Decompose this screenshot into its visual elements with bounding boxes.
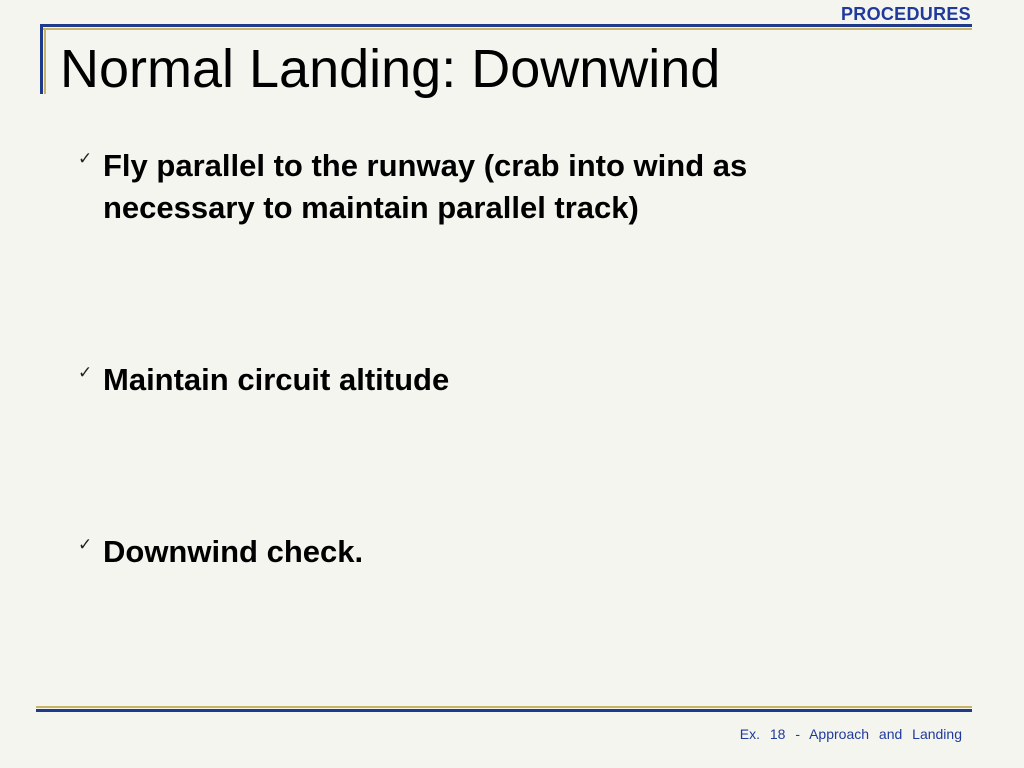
check-icon: ✓ (78, 149, 93, 169)
bullet-item (78, 145, 838, 229)
bottom-rule (36, 709, 972, 712)
bullet-item (78, 531, 838, 573)
check-icon: ✓ (78, 535, 93, 555)
bullet-item (78, 359, 838, 401)
left-rule (40, 24, 43, 94)
left-rule-accent (44, 30, 46, 94)
footer-text: Ex. 18 - Approach and Landing (739, 726, 962, 742)
bullet-text: Maintain circuit altitude (103, 362, 450, 397)
top-rule-accent (40, 28, 972, 30)
bullet-text: Fly parallel to the runway (crab into wind as necessary to maintain parallel track) (103, 148, 748, 225)
check-icon: ✓ (78, 363, 93, 383)
bullet-text: Downwind check. (103, 534, 364, 569)
slide-title: Normal Landing: Downwind (60, 39, 721, 99)
top-rule (40, 24, 972, 27)
bottom-rule-accent (36, 706, 972, 708)
section-tag: PROCEDURES (840, 4, 971, 24)
